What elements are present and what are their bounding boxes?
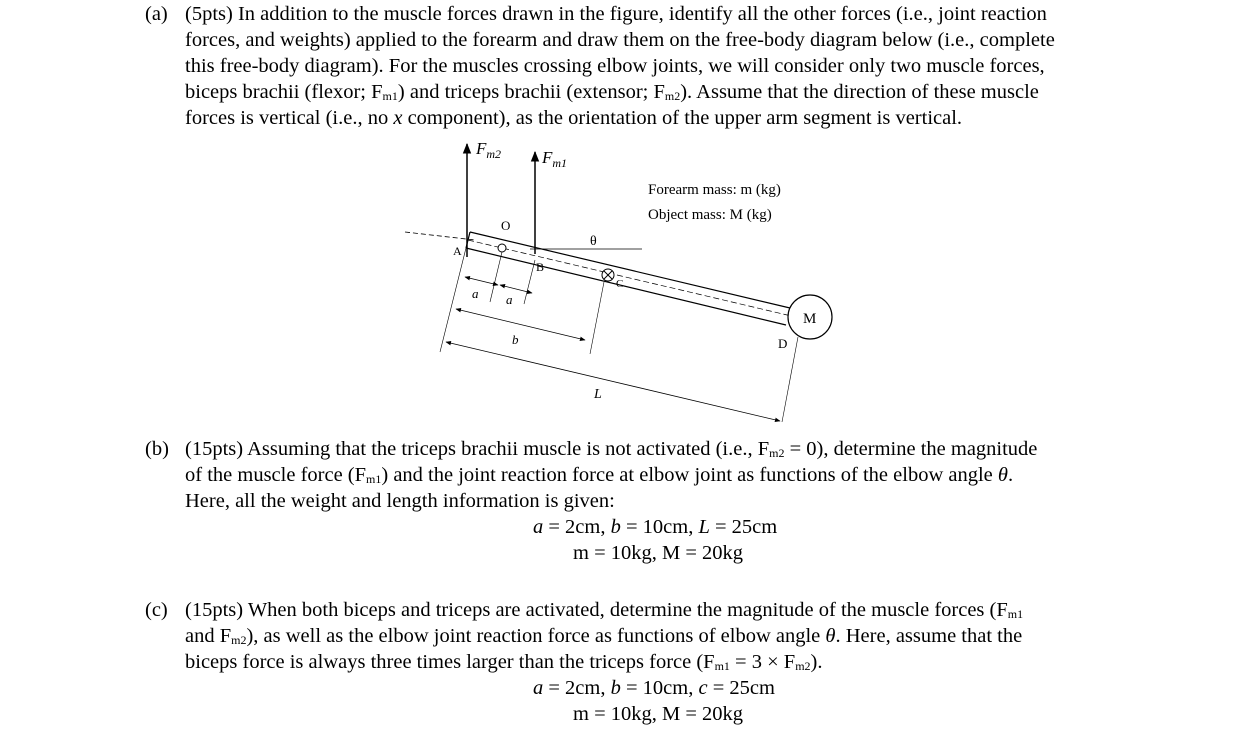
part-a-line-5: forces is vertical (i.e., no x component), as the orientation of the upper arm segment is vertical. (185, 107, 963, 129)
dim-b-arrow (456, 309, 585, 340)
dim-a2-arrow (500, 285, 532, 293)
point-o-label: O (501, 218, 511, 233)
part-a-line-2: forces, and weights) applied to the forearm and draw them on the free-body diagram below (i.e., complete (185, 29, 1055, 51)
joint-o-marker (498, 244, 506, 252)
dim-l-arrow (446, 342, 780, 421)
fm1-label: $F_{m1}$ (542, 148, 568, 170)
part-b-line-1: (15pts) Assuming that the triceps brachii muscle is not activated (i.e., $F_{m2} = 0$), determine the magnitude (185, 438, 1038, 460)
free-body-diagram (380, 132, 860, 432)
part-b-equation-2: m = 10kg, M = 20kg (573, 542, 744, 564)
dim-b-label: b (512, 332, 519, 347)
center-of-mass-marker (602, 269, 614, 281)
point-b-label: B (536, 260, 545, 274)
part-c-line-2: and $F_{m2}$), as well as the elbow joint reaction force as functions of elbow angle θ. Here, assume that the (185, 625, 1023, 647)
object-mass-text: Object mass: M (kg) (648, 207, 772, 223)
part-a-line-3: this free-body diagram). For the muscles crossing elbow joints, we will consider only two muscle forces, (185, 55, 1045, 77)
part-b-equation-1: a = 2cm, b = 10cm, L = 25cm (533, 516, 778, 538)
part-c-label: (c) (145, 599, 168, 621)
forearm-bar (466, 232, 800, 325)
point-c-label: C (616, 278, 624, 290)
dimension-extension-lines (440, 248, 798, 422)
part-c-equation-1: a = 2cm, b = 10cm, c = 25cm (533, 677, 775, 699)
part-a-line-4: biceps brachii (flexor; $F_{m1}$) and triceps brachii (extensor; $F_{m2}$). Assume that the direction of these muscle (185, 81, 1039, 103)
point-d-label: D (778, 336, 788, 351)
part-b-line-2: of the muscle force $(F_{m1})$ and the joint reaction force at elbow joint as functions of the elbow angle θ. (185, 464, 1014, 486)
part-a-line-1: (5pts) In addition to the muscle forces drawn in the figure, identify all the other forces (i.e., joint reaction (185, 3, 1047, 25)
part-c-line-3: biceps force is always three times larger than the triceps force $(F_{m1} = 3 \times F_{m2})$. (185, 651, 823, 673)
dim-l-label: L (594, 387, 602, 402)
part-b-line-3: Here, all the weight and length information is given: (185, 490, 615, 512)
reference-dashed-line (405, 232, 475, 240)
dim-a1-label: a (472, 286, 479, 301)
part-a-label: (a) (145, 3, 168, 25)
part-c-equation-2: m = 10kg, M = 20kg (573, 703, 744, 725)
mass-m-label: M (803, 311, 817, 327)
fm2-label: $F_{m2}$ (476, 139, 502, 161)
part-c-line-1: (15pts) When both biceps and triceps are activated, determine the magnitude of the muscle forces ($F_{m1}$ (185, 599, 1024, 621)
part-b-label: (b) (145, 438, 169, 460)
forearm-mass-text: Forearm mass: m (kg) (648, 182, 781, 198)
dim-a1-arrow (465, 277, 498, 285)
point-a-label: A (453, 244, 462, 258)
dim-a2-label: a (506, 292, 513, 307)
angle-theta-label: θ (590, 234, 597, 249)
